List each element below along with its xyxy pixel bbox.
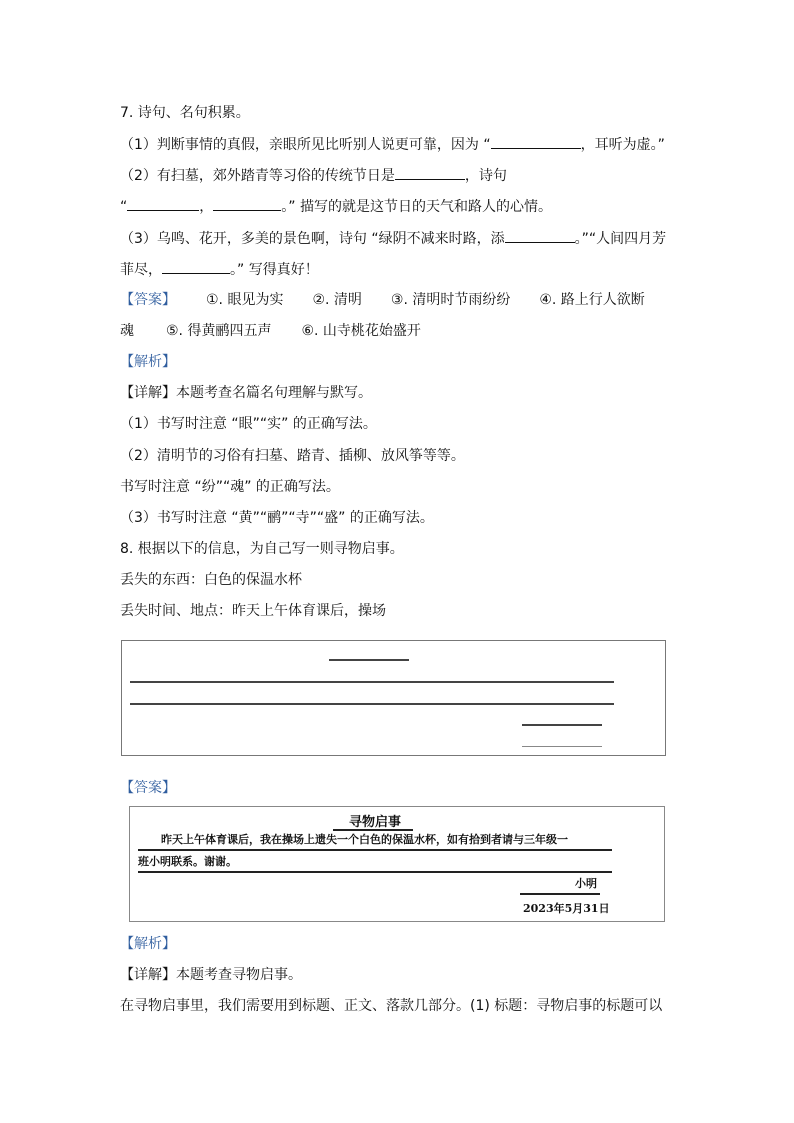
detail-text-2: 【详解】本题考查寻物启事。 <box>120 967 302 983</box>
q7-part5 <box>120 259 319 280</box>
q7-part1 <box>120 134 665 155</box>
answer-blank-4[interactable] <box>213 196 281 211</box>
q7-part4 <box>120 228 666 249</box>
q8-info-time-place: 丢失时间、地点：昨天上午体育课后，操场 <box>120 603 386 619</box>
q8-info-item: 丢失的东西：白色的保温水杯 <box>120 572 302 588</box>
answer-item-2: ②. 清明 <box>312 292 362 308</box>
q7-answer-line-2 <box>120 321 421 341</box>
q7-part3-text-c: 。” 描写的就是这节日的天气和路人的心情。 <box>281 199 552 215</box>
notice-rule-2 <box>138 871 612 873</box>
answer-item-3: ③. 清明时节雨纷纷 <box>390 292 511 308</box>
q7-part1-text-b: ，耳听为虚。” <box>580 137 665 153</box>
q7-part3-text-b: ， <box>199 199 214 215</box>
q7-title: 7. 诗句、名句积累。 <box>120 105 250 121</box>
q7-part5-text-b: 。” 写得真好！ <box>230 262 319 278</box>
answer-item-5: ⑤. 得黄鹂四五声 <box>166 323 272 339</box>
q8-title: 8. 根据以下的信息，为自己写一则寻物启事。 <box>120 541 404 557</box>
title-line <box>329 659 409 661</box>
q7-part1-text-a: （1）判断事情的真假，亲眼所见比听别人说更可靠，因为 “ <box>120 137 491 153</box>
q7-part3 <box>120 196 552 217</box>
detail-last: 在寻物启事里，我们需要用到标题、正文、落款几部分。(1) 标题：寻物启事的标题可以 <box>120 998 663 1014</box>
answer-item-6: ⑥. 山寺桃花始盛开 <box>301 323 421 339</box>
signature-line <box>522 724 602 726</box>
body-line-1 <box>130 681 614 683</box>
notice-signature-line <box>520 893 600 895</box>
answer-label-2: 【答案】 <box>120 780 176 796</box>
body-line-2 <box>130 703 614 705</box>
notice-title: 寻物启事 <box>349 815 402 830</box>
q7-part2-text-a: （2）有扫墓，郊外踏青等习俗的传统节日是 <box>120 168 395 184</box>
q7-part5-text-a: 菲尽， <box>120 262 162 278</box>
analysis-label: 【解析】 <box>120 354 176 370</box>
q7-part4-text-a: （3）乌鸣、花开，多美的景色啊，诗句 “绿阴不减来时路，添 <box>120 231 505 247</box>
q7-part2-text-b: ，诗句 <box>464 168 507 184</box>
notice-date: 2023年5月31日 <box>523 902 610 915</box>
detail-1: （1）书写时注意 “眼”“实” 的正确写法。 <box>120 416 377 432</box>
date-line <box>522 746 602 747</box>
answer-item-1: ①. 眼见为实 <box>206 292 284 308</box>
q7-part2 <box>120 165 507 186</box>
answer-cont: 魂 <box>120 323 134 339</box>
answer-blank-1[interactable] <box>491 134 581 149</box>
detail-2: （2）清明节的习俗有扫墓、踏青、插柳、放风筝等等。 <box>120 448 465 464</box>
q7-part3-text-a: “ <box>120 199 128 215</box>
notice-rule-1 <box>138 849 612 851</box>
notice-writing-frame[interactable] <box>121 640 666 756</box>
notice-body-line-2: 班小明联系。谢谢。 <box>138 855 237 868</box>
answer-item-4: ④. 路上行人欲断 <box>539 292 645 308</box>
answer-blank-5[interactable] <box>505 228 575 243</box>
answer-label: 【答案】 <box>120 292 176 308</box>
answer-blank-2[interactable] <box>395 165 465 180</box>
notice-signature: 小明 <box>575 877 597 890</box>
detail-4: （3）书写时注意 “黄”“鹂”“寺”“盛” 的正确写法。 <box>120 510 434 526</box>
notice-body-line-1: 昨天上午体育课后，我在操场上遗失一个白色的保温水杯，如有拾到者请与三年级一 <box>161 833 568 846</box>
detail-3: 书写时注意 “纷”“魂” 的正确写法。 <box>120 479 340 495</box>
answer-blank-3[interactable] <box>127 196 199 211</box>
q7-answer-line <box>120 290 645 310</box>
q7-part4-text-b: 。”“人间四月芳 <box>574 231 667 247</box>
answer-blank-6[interactable] <box>162 259 230 274</box>
analysis-label-2: 【解析】 <box>120 936 176 952</box>
notice-answer-image <box>129 806 665 922</box>
detail-text: 【详解】本题考查名篇名句理解与默写。 <box>120 385 372 401</box>
